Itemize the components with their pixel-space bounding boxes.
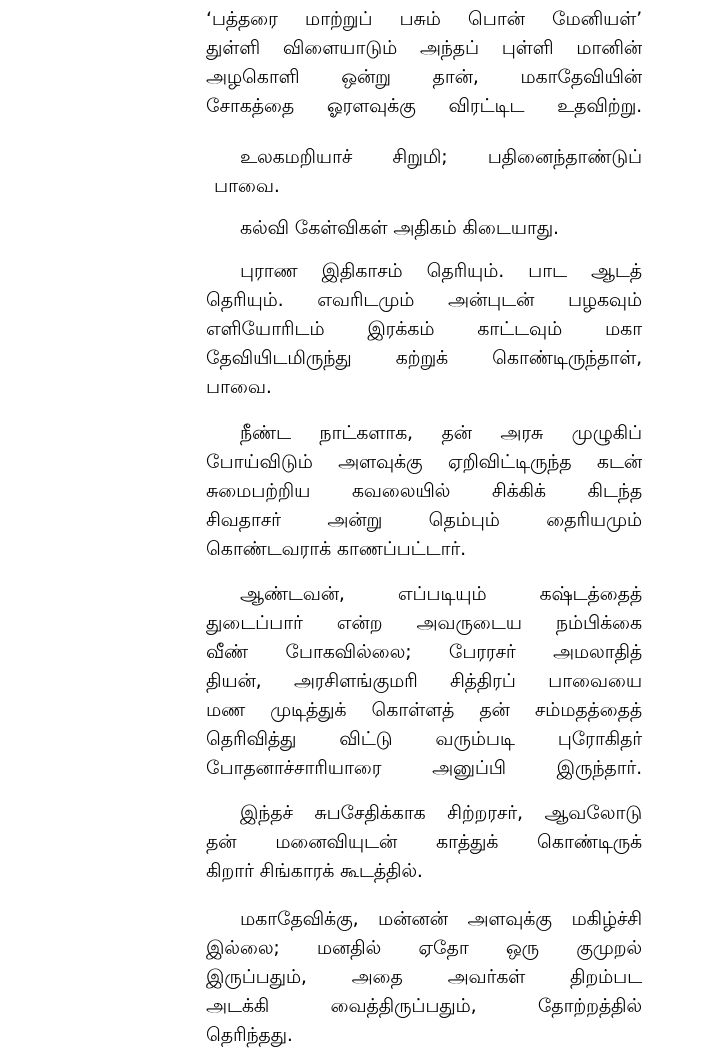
text-line: இந்தச் சுபசேதிக்காக சிற்றரசர், ஆவலோடு xyxy=(240,802,642,824)
paragraph-6 xyxy=(206,580,642,783)
paragraph-2 xyxy=(206,143,642,201)
text-line: கொண்டவராக் காணப்பட்டார். xyxy=(206,538,466,560)
paragraph-4 xyxy=(206,257,642,402)
text-line: இல்லை; மனதில் ஏதோ ஒரு குமுறல் xyxy=(206,937,642,959)
text-line: கல்வி கேள்விகள் அதிகம் கிடையாது. xyxy=(240,217,559,239)
text-line: தேவியிடமிருந்து கற்றுக் கொண்டிருந்தாள், xyxy=(206,347,642,369)
text-line: சுமைபற்றிய கவலையில் சிக்கிக் கிடந்த xyxy=(206,480,642,502)
text-line: வீண் போகவில்லை; பேரரசர் அமலாதித் xyxy=(206,641,642,663)
text-line: போதனாச்சாரியாரை அனுப்பி இருந்தார். xyxy=(206,757,642,779)
text-line: மகாதேவிக்கு, மன்னன் அளவுக்கு மகிழ்ச்சி xyxy=(240,908,642,930)
paragraph-5 xyxy=(206,419,642,564)
text-line: தெரிந்தது. xyxy=(206,1024,293,1046)
text-line: ஆண்டவன், எப்படியும் கஷ்டத்தைத் xyxy=(240,583,642,605)
text-line: தியன், அரசிளங்குமரி சித்திரப் பாவையை xyxy=(206,670,642,692)
text-line: மண முடித்துக் கொள்ளத் தன் சம்மதத்தைத் xyxy=(206,699,642,721)
text-line: கிறார் சிங்காரக் கூடத்தில். xyxy=(206,860,423,882)
text-line: புராண இதிகாசம் தெரியும். பாட ஆடத் xyxy=(240,260,642,282)
text-line: துள்ளி விளையாடும் அந்தப் புள்ளி மானின் xyxy=(206,37,642,59)
text-line: இருப்பதும், அதை அவர்கள் திறம்பட xyxy=(206,966,642,988)
text-line: சோகத்தை ஓரளவுக்கு விரட்டிட உதவிற்று. xyxy=(206,95,642,117)
text-line: தெரிவித்து விட்டு வரும்படி புரோகிதர் xyxy=(206,728,642,750)
text-line: ‘பத்தரை மாற்றுப் பசும் பொன் மேனியள்’ xyxy=(206,8,642,30)
text-line: தன் மனைவியுடன் காத்துக் கொண்டிருக் xyxy=(206,831,642,853)
text-line: அழகொளி ஒன்று தான், மகாதேவியின் xyxy=(206,66,642,88)
text-line: நீண்ட நாட்களாக, தன் அரசு முழுகிப் xyxy=(240,422,642,444)
paragraph-7 xyxy=(206,799,642,886)
text-line: துடைப்பார் என்ற அவருடைய நம்பிக்கை xyxy=(206,612,642,634)
text-line: தெரியும். எவரிடமும் அன்புடன் பழகவும் xyxy=(206,289,642,311)
text-line: உலகமறியாச் சிறுமி; பதினைந்தாண்டுப் xyxy=(240,146,642,168)
text-line: சிவதாசர் அன்று தெம்பும் தைரியமும் xyxy=(206,509,642,531)
text-line: போய்விடும் அளவுக்கு ஏறிவிட்டிருந்த கடன் xyxy=(206,451,642,473)
paragraph-8 xyxy=(206,905,642,1050)
paragraph-1 xyxy=(206,5,642,121)
text-line: பாவை. xyxy=(214,175,280,197)
text-line: எளியோரிடம் இரக்கம் காட்டவும் மகா xyxy=(206,318,642,340)
text-line: அடக்கி வைத்திருப்பதும், தோற்றத்தில் xyxy=(206,995,642,1017)
text-line: பாவை. xyxy=(206,376,272,398)
paragraph-3 xyxy=(206,214,642,243)
